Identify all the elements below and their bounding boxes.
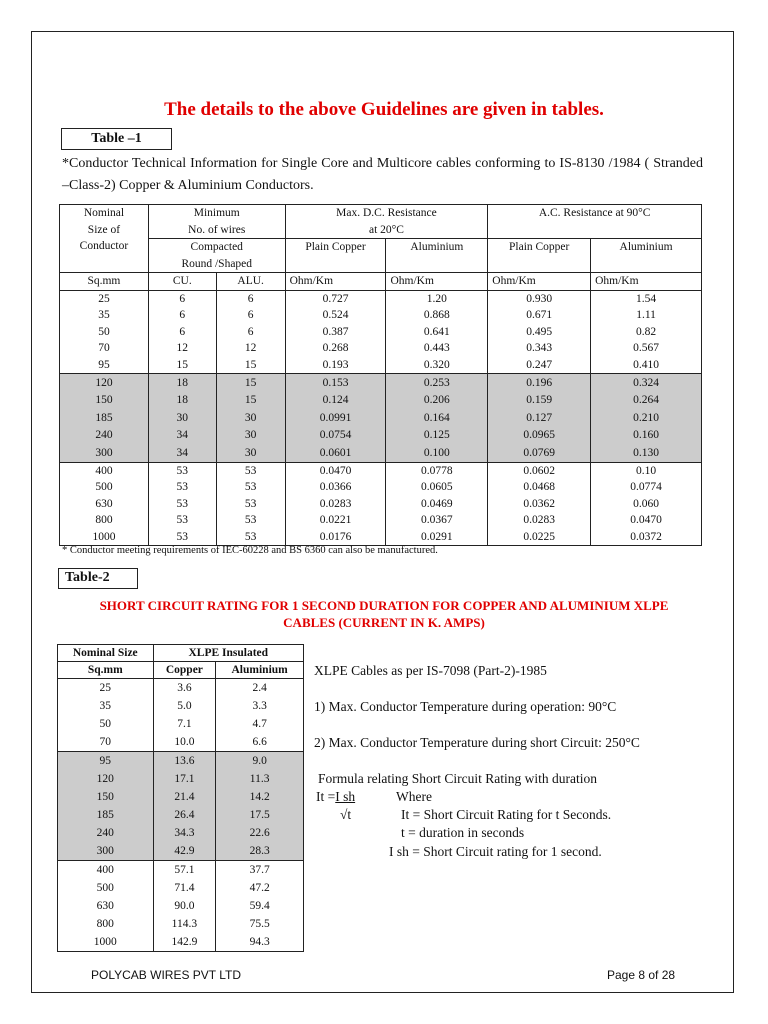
table-cell: 6 xyxy=(216,290,285,307)
formula-sqrt-t: √t xyxy=(340,807,352,822)
table-cell: 800 xyxy=(58,915,154,933)
table-cell: 0.206 xyxy=(386,392,488,410)
table-row xyxy=(60,409,702,427)
table-cell: 0.0372 xyxy=(591,529,702,546)
table-cell: 0.124 xyxy=(285,392,386,410)
table-cell: 0.641 xyxy=(386,324,488,341)
xlpe-standard-text: XLPE Cables as per IS-7098 (Part-2)-1985 xyxy=(314,663,547,678)
table-cell: 0.82 xyxy=(591,324,702,341)
table-cell: 0.930 xyxy=(488,290,591,307)
hdr-ac-aluminium: Aluminium xyxy=(591,239,702,273)
table-row xyxy=(58,788,304,806)
table-cell: 90.0 xyxy=(153,897,216,915)
table-row xyxy=(58,897,304,915)
table1-intro: *Conductor Technical Information for Single Core and Multicore cables conforming to IS-8130 /1984 ( Stranded –Class-2) Copper & Aluminium Conductors. xyxy=(62,156,703,193)
table-cell: 1000 xyxy=(60,529,149,546)
table-row xyxy=(60,529,702,546)
table-cell: 34 xyxy=(148,427,216,445)
table-cell: 1.54 xyxy=(591,290,702,307)
formula-title: Formula relating Short Circuit Rating with duration xyxy=(318,771,597,786)
hdr-compacted: Compacted Round /Shaped xyxy=(148,239,285,273)
table-cell: 0.196 xyxy=(488,374,591,392)
table-row xyxy=(60,444,702,462)
table-cell: 35 xyxy=(58,697,154,715)
table-cell: 800 xyxy=(60,512,149,529)
table-cell: 14.2 xyxy=(216,788,304,806)
table-cell: 95 xyxy=(60,357,149,374)
table-cell: 0.567 xyxy=(591,340,702,357)
table-cell: 0.671 xyxy=(488,307,591,324)
table-cell: 0.0367 xyxy=(386,512,488,529)
table-cell: 0.130 xyxy=(591,444,702,462)
table-row xyxy=(60,357,702,374)
table-cell: 59.4 xyxy=(216,897,304,915)
table-cell: 0.727 xyxy=(285,290,386,307)
table1-note: * Conductor meeting requirements of IEC-60228 and BS 6360 can also be manufactured. xyxy=(62,545,438,556)
def-t: t = duration in seconds xyxy=(401,825,525,840)
formula-it: It =I sh xyxy=(316,789,356,804)
table-cell: 25 xyxy=(58,679,154,698)
table-cell: 15 xyxy=(216,374,285,392)
table-cell: 18 xyxy=(148,392,216,410)
table-cell: 6 xyxy=(216,324,285,341)
table-cell: 17.1 xyxy=(153,770,216,788)
table-cell: 11.3 xyxy=(216,770,304,788)
table-cell: 0.0176 xyxy=(285,529,386,546)
table-cell: 2.4 xyxy=(216,679,304,698)
hdr-minimum: Minimum No. of wires xyxy=(148,205,285,239)
table-row xyxy=(58,733,304,752)
table-cell: 0.524 xyxy=(285,307,386,324)
table-cell: 0.0221 xyxy=(285,512,386,529)
table-cell: 15 xyxy=(216,357,285,374)
table-row xyxy=(58,715,304,733)
table-cell: 0.0965 xyxy=(488,427,591,445)
table-cell: 0.253 xyxy=(386,374,488,392)
hdr-dc-copper: Plain Copper xyxy=(285,239,386,273)
table-row xyxy=(60,462,702,479)
table-cell: 142.9 xyxy=(153,933,216,952)
table-cell: 0.0601 xyxy=(285,444,386,462)
table-cell: 0.0774 xyxy=(591,479,702,496)
table-cell: 4.7 xyxy=(216,715,304,733)
table-cell: 0.210 xyxy=(591,409,702,427)
table-row xyxy=(58,824,304,842)
table-row xyxy=(60,290,702,307)
table-cell: 6 xyxy=(148,307,216,324)
table-cell: 53 xyxy=(148,529,216,546)
table-cell: 0.0778 xyxy=(386,462,488,479)
table-cell: 50 xyxy=(58,715,154,733)
table-cell: 3.3 xyxy=(216,697,304,715)
sc-temp-text: 2) Max. Conductor Temperature during short Circuit: 250°C xyxy=(314,735,640,750)
table-cell: 0.0605 xyxy=(386,479,488,496)
table-cell: 9.0 xyxy=(216,752,304,771)
table-cell: 0.0366 xyxy=(285,479,386,496)
hdr-dc-aluminium: Aluminium xyxy=(386,239,488,273)
table-cell: 0.0470 xyxy=(591,512,702,529)
table-cell: 53 xyxy=(148,512,216,529)
table-row xyxy=(60,479,702,496)
table1-label: Table –1 xyxy=(61,128,172,150)
table-row xyxy=(58,806,304,824)
table-cell: 75.5 xyxy=(216,915,304,933)
table-row xyxy=(60,374,702,392)
table-row xyxy=(58,861,304,880)
footer-page: Page 8 of 28 xyxy=(607,968,676,982)
table-cell: 300 xyxy=(58,842,154,861)
table-cell: 0.495 xyxy=(488,324,591,341)
table-cell: 47.2 xyxy=(216,879,304,897)
table-cell: 57.1 xyxy=(153,861,216,880)
hdr2-sqmm: Sq.mm xyxy=(58,662,154,679)
table-cell: 500 xyxy=(60,479,149,496)
table-cell: 53 xyxy=(148,496,216,513)
table-cell: 150 xyxy=(58,788,154,806)
table-row xyxy=(58,933,304,952)
hdr2-nominal: Nominal Size xyxy=(58,645,154,662)
table-cell: 35 xyxy=(60,307,149,324)
table-cell: 0.0225 xyxy=(488,529,591,546)
table-row xyxy=(58,879,304,897)
table-cell: 150 xyxy=(60,392,149,410)
table-cell: 28.3 xyxy=(216,842,304,861)
table-cell: 0.060 xyxy=(591,496,702,513)
table-cell: 30 xyxy=(216,427,285,445)
table-row xyxy=(60,496,702,513)
op-temp-text: 1) Max. Conductor Temperature during operation: 90°C xyxy=(314,699,617,714)
table-cell: 240 xyxy=(58,824,154,842)
table-cell: 0.443 xyxy=(386,340,488,357)
table-cell: 42.9 xyxy=(153,842,216,861)
table-cell: 94.3 xyxy=(216,933,304,952)
table-cell: 30 xyxy=(216,409,285,427)
table-cell: 300 xyxy=(60,444,149,462)
table-cell: 18 xyxy=(148,374,216,392)
def-ish: I sh = Short Circuit rating for 1 second. xyxy=(389,844,602,859)
table-cell: 0.868 xyxy=(386,307,488,324)
table-cell: 34.3 xyxy=(153,824,216,842)
table-cell: 53 xyxy=(216,479,285,496)
table-cell: 12 xyxy=(148,340,216,357)
table-cell: 0.0769 xyxy=(488,444,591,462)
short-circuit-table xyxy=(57,644,304,952)
hdr2-aluminium: Aluminium xyxy=(216,662,304,679)
table-row xyxy=(60,307,702,324)
table-cell: 0.324 xyxy=(591,374,702,392)
table-cell: 0.0362 xyxy=(488,496,591,513)
table-cell: 0.0991 xyxy=(285,409,386,427)
formula-ish: I sh xyxy=(335,789,356,804)
table-cell: 26.4 xyxy=(153,806,216,824)
table-cell: 25 xyxy=(60,290,149,307)
def-it: It = Short Circuit Rating for t Seconds. xyxy=(401,807,612,822)
where-text: Where xyxy=(396,789,432,804)
table-cell: 30 xyxy=(148,409,216,427)
table-row xyxy=(60,340,702,357)
table-cell: 50 xyxy=(60,324,149,341)
table-cell: 37.7 xyxy=(216,861,304,880)
table-cell: 1.20 xyxy=(386,290,488,307)
hdr-ac: A.C. Resistance at 90°C xyxy=(488,205,702,239)
table2-title: SHORT CIRCUIT RATING FOR 1 SECOND DURATION FOR COPPER AND ALUMINIUM XLPE CABLES (CURRENT IN K. AMPS) xyxy=(99,598,669,630)
table-cell: 630 xyxy=(60,496,149,513)
table-cell: 12 xyxy=(216,340,285,357)
table-cell: 53 xyxy=(148,479,216,496)
table-cell: 0.0470 xyxy=(285,462,386,479)
table-row xyxy=(58,752,304,771)
conductor-table xyxy=(59,204,702,546)
table-cell: 3.6 xyxy=(153,679,216,698)
table-cell: 95 xyxy=(58,752,154,771)
table2-label: Table-2 xyxy=(58,568,138,589)
table-cell: 1.11 xyxy=(591,307,702,324)
table-cell: 5.0 xyxy=(153,697,216,715)
table-cell: 0.320 xyxy=(386,357,488,374)
table-cell: 13.6 xyxy=(153,752,216,771)
table-row xyxy=(58,770,304,788)
table-cell: 0.0283 xyxy=(285,496,386,513)
table-cell: 21.4 xyxy=(153,788,216,806)
table-cell: 400 xyxy=(58,861,154,880)
table-cell: 0.343 xyxy=(488,340,591,357)
table-cell: 120 xyxy=(60,374,149,392)
table-cell: 22.6 xyxy=(216,824,304,842)
table-cell: 0.164 xyxy=(386,409,488,427)
table-cell: 0.127 xyxy=(488,409,591,427)
table-row xyxy=(58,697,304,715)
table-cell: 15 xyxy=(216,392,285,410)
hdr-ac-copper: Plain Copper xyxy=(488,239,591,273)
table-cell: 0.159 xyxy=(488,392,591,410)
table-cell: 0.100 xyxy=(386,444,488,462)
table-cell: 70 xyxy=(60,340,149,357)
hdr2-copper: Copper xyxy=(153,662,216,679)
table-row xyxy=(58,915,304,933)
table-cell: 0.0469 xyxy=(386,496,488,513)
table-row xyxy=(60,324,702,341)
table-row xyxy=(60,392,702,410)
table-cell: 53 xyxy=(148,462,216,479)
table-cell: 70 xyxy=(58,733,154,752)
table-cell: 500 xyxy=(58,879,154,897)
table-cell: 15 xyxy=(148,357,216,374)
table-cell: 6.6 xyxy=(216,733,304,752)
table-cell: 120 xyxy=(58,770,154,788)
table-cell: 185 xyxy=(60,409,149,427)
table-cell: 53 xyxy=(216,462,285,479)
table-cell: 53 xyxy=(216,529,285,546)
table-cell: 34 xyxy=(148,444,216,462)
table-cell: 53 xyxy=(216,512,285,529)
table-cell: 185 xyxy=(58,806,154,824)
table-cell: 0.264 xyxy=(591,392,702,410)
page-heading: The details to the above Guidelines are given in tables. xyxy=(164,99,604,120)
table-row xyxy=(58,679,304,698)
table-cell: 0.0291 xyxy=(386,529,488,546)
table-cell: 400 xyxy=(60,462,149,479)
table-cell: 0.153 xyxy=(285,374,386,392)
table-cell: 6 xyxy=(216,307,285,324)
table-cell: 0.193 xyxy=(285,357,386,374)
table-cell: 240 xyxy=(60,427,149,445)
table-cell: 7.1 xyxy=(153,715,216,733)
hdr2-xlpe: XLPE Insulated xyxy=(153,645,304,662)
table-cell: 6 xyxy=(148,290,216,307)
table-cell: 0.160 xyxy=(591,427,702,445)
table-cell: 0.0283 xyxy=(488,512,591,529)
table-cell: 0.247 xyxy=(488,357,591,374)
table-cell: 0.387 xyxy=(285,324,386,341)
hdr-nominal: Nominal Size of Conductor xyxy=(60,205,149,273)
table-cell: 0.268 xyxy=(285,340,386,357)
table-cell: 0.410 xyxy=(591,357,702,374)
table-cell: 17.5 xyxy=(216,806,304,824)
table-cell: 1000 xyxy=(58,933,154,952)
table-row xyxy=(60,427,702,445)
table-cell: 71.4 xyxy=(153,879,216,897)
table-cell: 30 xyxy=(216,444,285,462)
table-cell: 0.125 xyxy=(386,427,488,445)
table-cell: 630 xyxy=(58,897,154,915)
footer-company: POLYCAB WIRES PVT LTD xyxy=(91,968,242,982)
table-cell: 0.0602 xyxy=(488,462,591,479)
table-cell: 6 xyxy=(148,324,216,341)
table-cell: 10.0 xyxy=(153,733,216,752)
table-cell: 53 xyxy=(216,496,285,513)
table-row xyxy=(60,512,702,529)
hdr-dc: Max. D.C. Resistance at 20°C xyxy=(285,205,488,239)
table-cell: 114.3 xyxy=(153,915,216,933)
table-cell: 0.0754 xyxy=(285,427,386,445)
table-row xyxy=(58,842,304,861)
table-cell: 0.10 xyxy=(591,462,702,479)
table-cell: 0.0468 xyxy=(488,479,591,496)
units-row: Sq.mm CU. ALU. Ohm/Km Ohm/Km Ohm/Km Ohm/Km xyxy=(60,273,702,291)
